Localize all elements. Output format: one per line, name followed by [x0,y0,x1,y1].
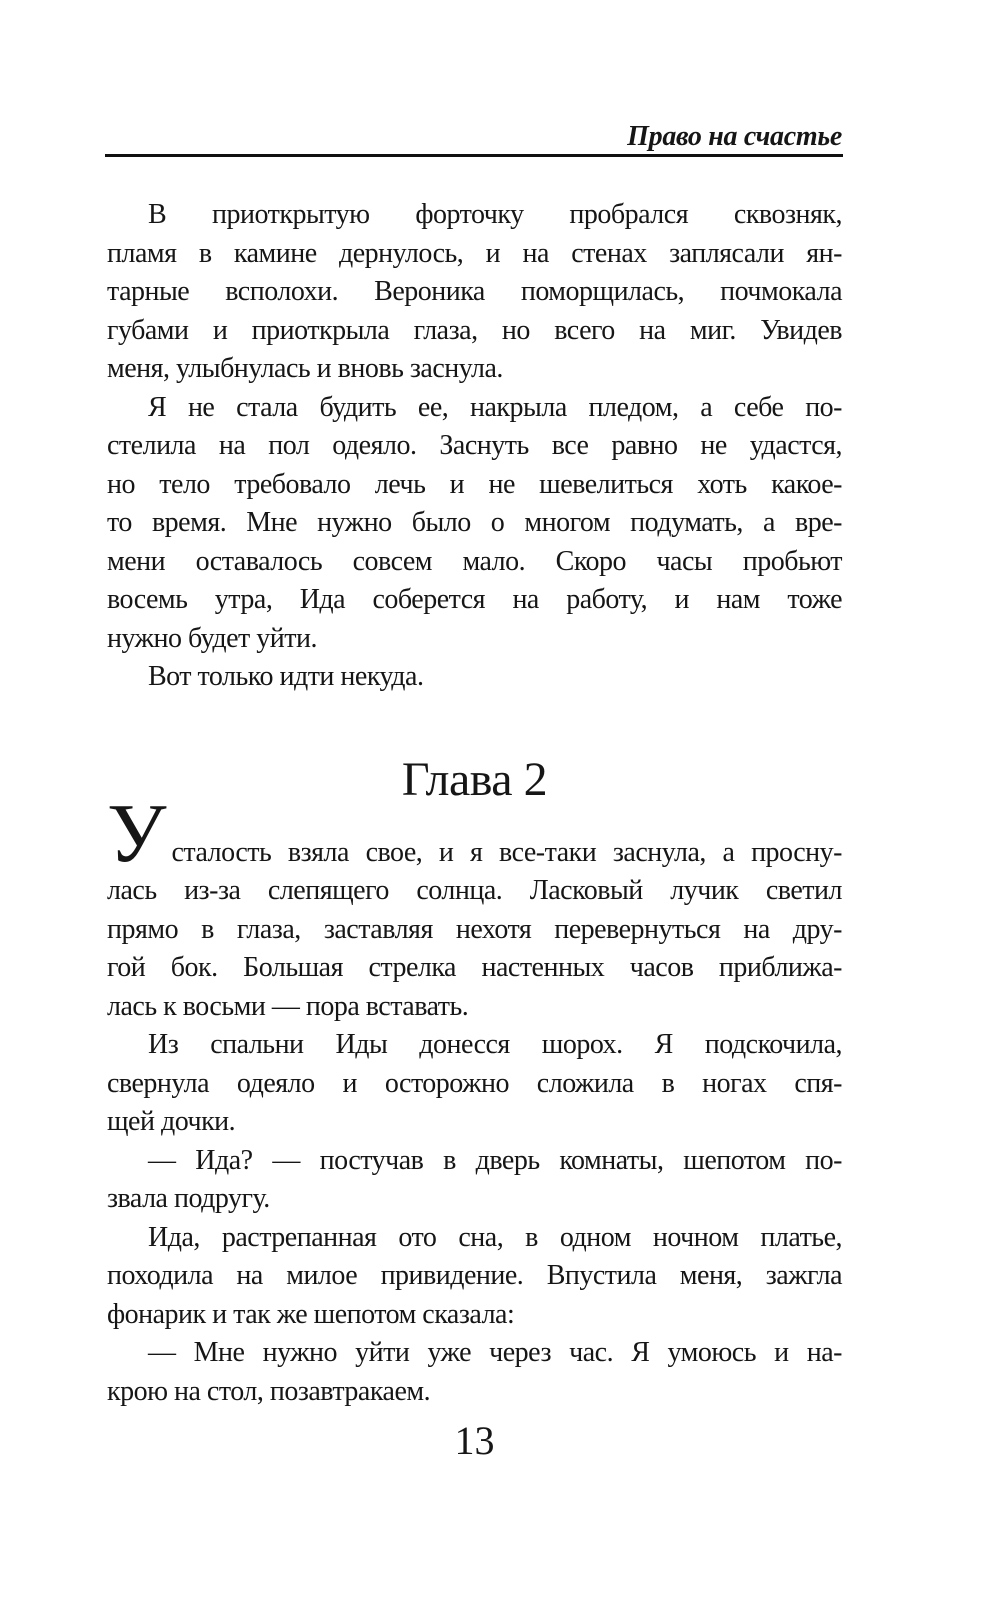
page-number: 13 [454,1418,495,1463]
body-line: — Мне нужно уйти уже через час. Я умоюсь и на- [148,1337,842,1368]
body-line: Я не стала будить ее, накрыла пледом, а себе по- [148,391,842,423]
body-line: то время. Мне нужно было о многом подумать, а вре- [107,507,842,538]
body-line: губами и приоткрыла глаза, но всего на миг. Увидев [107,314,842,346]
body-line: походила на милое привидение. Впустила меня, зажгла [107,1260,842,1291]
body-line: стелила на пол одеяло. Заснуть все равно не удастся, [107,430,842,461]
body-line: фонарик и так же шепотом сказала: [107,1298,515,1330]
body-line: но тело требовало лечь и не шевелиться хоть какое- [107,468,842,500]
body-line: тарные всполохи. Вероника поморщилась, почмокала [107,276,842,307]
body-line [107,786,842,880]
body-text [107,196,842,1411]
body-line: лась к восьми — пора вставать. [107,990,469,1022]
body-line: гой бок. Большая стрелка настенных часов приближа- [107,952,842,983]
body-line: пламя в камине дернулось, и на стенах заплясали ян- [107,237,842,269]
body-line: меня, улыбнулась и вновь заснула. [107,353,503,384]
running-title: Право на счастье [627,121,842,152]
body-line: В приоткрытую форточку пробрался сквозняк, [148,199,842,230]
body-line: Из спальни Иды донесся шорох. Я подскочила, [148,1029,842,1060]
body-line: Ида, растрепанная ото сна, в одном ночном платье, [148,1221,842,1253]
body-line: крою на стол, позавтракаем. [107,1375,431,1407]
drop-cap: У [107,786,167,880]
body-line: Вот только идти некуда. [148,661,424,692]
header-rule-divider [105,154,843,157]
body-line-text: сталость взяла свое, и я все-таки заснула, а просну- [171,836,842,868]
body-line: прямо в глаза, заставляя нехотя перевернуться на дру- [107,913,842,945]
body-line: нужно будет уйти. [107,622,317,654]
body-line: звала подругу. [107,1183,270,1214]
body-line: свернула одеяло и осторожно сложила в ногах спя- [107,1067,842,1099]
body-line: — Ида? — постучав в дверь комнаты, шепотом по- [148,1144,842,1176]
body-line: лась из-за слепящего солнца. Ласковый лучик светил [107,875,842,906]
body-line: щей дочки. [107,1106,236,1137]
body-line: восемь утра, Ида соберется на работу, и нам тоже [107,584,842,615]
body-line: мени оставалось совсем мало. Скоро часы пробьют [107,545,842,577]
chapter-heading: Глава 2 [401,752,548,806]
